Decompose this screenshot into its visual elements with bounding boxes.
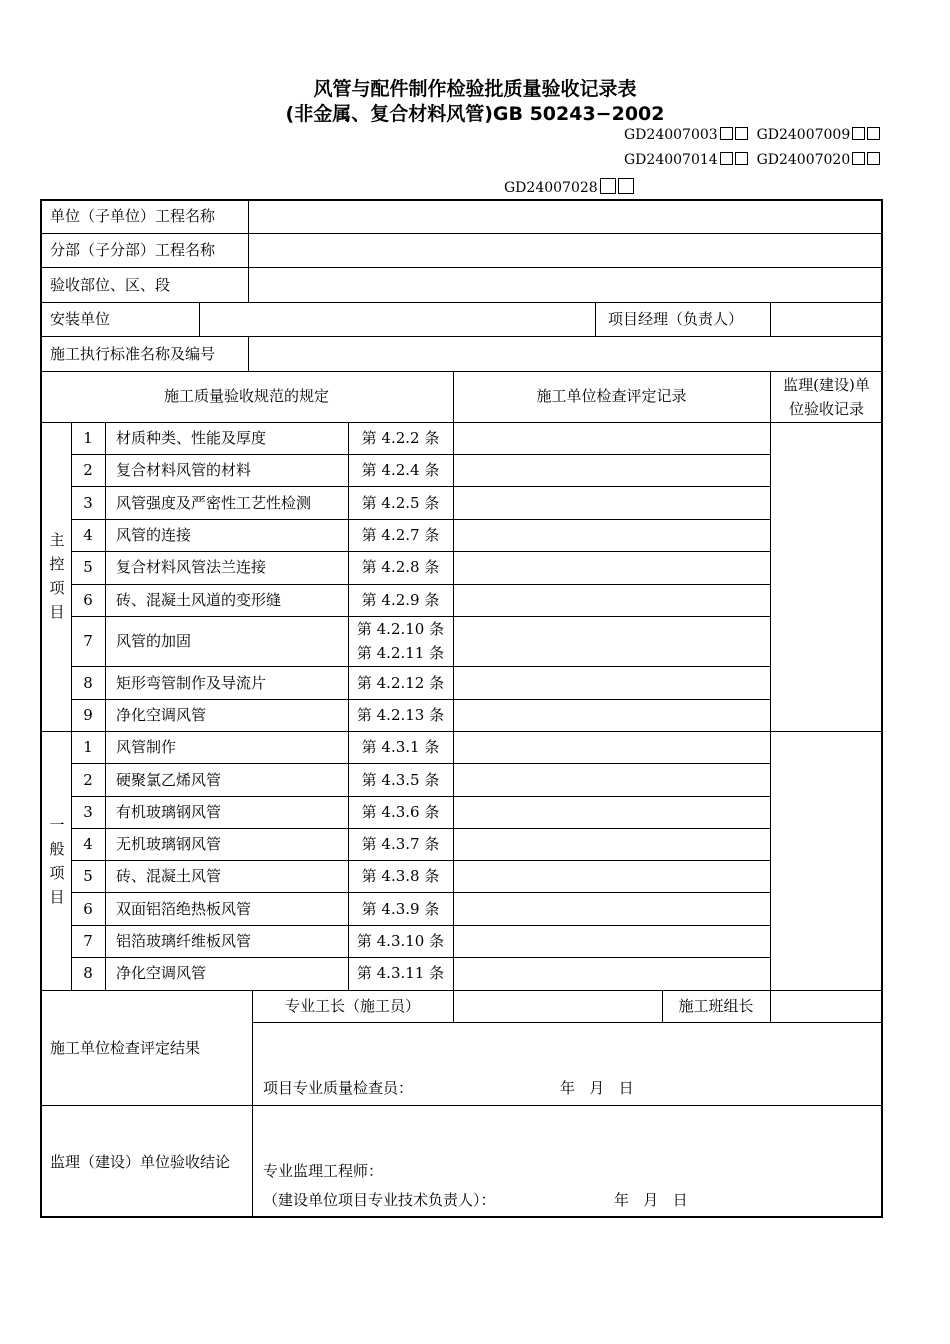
rule bbox=[199, 302, 200, 336]
rule bbox=[71, 551, 770, 552]
label-sub-name: 分部（子分部）工程名称 bbox=[50, 241, 216, 259]
row-number: 2 bbox=[83, 771, 93, 789]
item-name: 矩形弯管制作及导流片 bbox=[116, 674, 267, 692]
item-name: 净化空调风管 bbox=[116, 964, 207, 982]
rule bbox=[40, 990, 883, 991]
rule bbox=[770, 371, 771, 990]
checkbox[interactable] bbox=[618, 178, 634, 194]
rule bbox=[40, 371, 883, 372]
code-5: GD24007028 bbox=[504, 180, 598, 196]
item-name: 材质种类、性能及厚度 bbox=[116, 429, 267, 447]
rule bbox=[71, 584, 770, 585]
general-item-label: 一 般 项 目 bbox=[49, 816, 65, 906]
row-number: 3 bbox=[83, 494, 93, 512]
item-name: 复合材料风管法兰连接 bbox=[116, 558, 267, 576]
col-header-supervisor-2: 位验收记录 bbox=[788, 400, 864, 418]
checkbox[interactable] bbox=[867, 127, 880, 140]
item-clause: 第 4.3.10 条 bbox=[356, 932, 445, 950]
item-clause: 第 4.3.5 条 bbox=[361, 771, 440, 789]
checkbox[interactable] bbox=[852, 127, 865, 140]
rule bbox=[71, 486, 770, 487]
rule bbox=[71, 454, 770, 455]
form-title: 风管与配件制作检验批质量验收记录表 bbox=[313, 78, 637, 100]
row-number: 5 bbox=[83, 558, 93, 576]
item-clause: 第 4.2.5 条 bbox=[361, 494, 440, 512]
item-name: 硬聚氯乙烯风管 bbox=[116, 771, 222, 789]
col-header-supervisor-1: 监理(建设)单 bbox=[783, 376, 870, 394]
label-team-leader: 施工班组长 bbox=[678, 997, 754, 1015]
label-supervisor-engineer: 专业监理工程师： bbox=[263, 1162, 384, 1180]
row-number: 6 bbox=[83, 900, 93, 918]
rule bbox=[71, 892, 770, 893]
date-field: 年 月 日 bbox=[614, 1191, 688, 1209]
item-clause: 第 4.3.1 条 bbox=[361, 738, 440, 756]
checkbox[interactable] bbox=[852, 152, 865, 165]
row-number: 4 bbox=[83, 835, 93, 853]
label-inspector: 项目专业质量检查员： bbox=[263, 1079, 414, 1097]
item-name: 风管制作 bbox=[116, 738, 177, 756]
label-owner-rep: （建设单位项目专业技术负责人）： bbox=[263, 1191, 496, 1209]
rule bbox=[252, 1022, 883, 1023]
code-line-1 bbox=[624, 127, 880, 143]
item-clause: 第 4.3.9 条 bbox=[361, 900, 440, 918]
rule bbox=[71, 666, 770, 667]
item-clause: 第 4.2.11 条 bbox=[356, 644, 445, 662]
row-number: 8 bbox=[83, 674, 93, 692]
item-clause: 第 4.2.9 条 bbox=[361, 591, 440, 609]
item-name: 砖、混凝土风管 bbox=[116, 867, 222, 885]
rule bbox=[71, 860, 770, 861]
rule bbox=[71, 616, 770, 617]
item-clause: 第 4.3.7 条 bbox=[361, 835, 440, 853]
row-number: 7 bbox=[83, 632, 93, 650]
row-number: 1 bbox=[83, 429, 93, 447]
item-name: 风管的连接 bbox=[116, 526, 192, 544]
rule bbox=[71, 699, 770, 700]
item-name: 无机玻璃钢风管 bbox=[116, 835, 222, 853]
item-clause: 第 4.3.11 条 bbox=[356, 964, 445, 982]
label-install-unit: 安装单位 bbox=[50, 310, 111, 328]
code-2: GD24007009 bbox=[756, 127, 851, 143]
main-control-label: 主 控 项 目 bbox=[49, 531, 65, 621]
rule bbox=[248, 199, 249, 302]
row-number: 1 bbox=[83, 738, 93, 756]
label-check-result: 施工单位检查评定结果 bbox=[50, 1039, 201, 1057]
row-number: 2 bbox=[83, 461, 93, 479]
row-number: 7 bbox=[83, 932, 93, 950]
checkbox[interactable] bbox=[735, 127, 748, 140]
rule bbox=[40, 267, 883, 268]
item-clause: 第 4.2.4 条 bbox=[361, 461, 440, 479]
col-header-record: 施工单位检查评定记录 bbox=[536, 387, 687, 405]
item-name: 风管强度及严密性工艺性检测 bbox=[116, 494, 312, 512]
checkbox[interactable] bbox=[600, 178, 616, 194]
rule bbox=[71, 519, 770, 520]
label-standard: 施工执行标准名称及编号 bbox=[50, 345, 216, 363]
rule bbox=[105, 422, 106, 990]
row-number: 8 bbox=[83, 964, 93, 982]
row-number: 9 bbox=[83, 706, 93, 724]
rule bbox=[40, 233, 883, 234]
row-number: 3 bbox=[83, 803, 93, 821]
item-name: 砖、混凝土风道的变形缝 bbox=[116, 591, 282, 609]
code-1: GD24007003 bbox=[624, 127, 718, 143]
rule bbox=[595, 302, 596, 336]
label-supervisor-conclusion: 监理（建设）单位验收结论 bbox=[50, 1153, 231, 1171]
rule bbox=[71, 957, 770, 958]
rule bbox=[40, 422, 883, 423]
item-clause: 第 4.2.7 条 bbox=[361, 526, 440, 544]
code-line-3 bbox=[504, 178, 634, 196]
col-header-spec: 施工质量验收规范的规定 bbox=[163, 387, 329, 405]
item-clause: 第 4.2.10 条 bbox=[356, 620, 445, 638]
item-clause: 第 4.3.6 条 bbox=[361, 803, 440, 821]
code-line-2 bbox=[624, 152, 880, 168]
item-name: 风管的加固 bbox=[116, 632, 192, 650]
label-foreman: 专业工长（施工员） bbox=[284, 997, 420, 1015]
code-4: GD24007020 bbox=[756, 152, 851, 168]
item-clause: 第 4.2.13 条 bbox=[356, 706, 445, 724]
row-number: 5 bbox=[83, 867, 93, 885]
rule bbox=[71, 828, 770, 829]
rule bbox=[770, 302, 771, 336]
item-name: 净化空调风管 bbox=[116, 706, 207, 724]
item-name: 有机玻璃钢风管 bbox=[116, 803, 222, 821]
rule bbox=[40, 731, 883, 732]
checkbox[interactable] bbox=[720, 152, 733, 165]
label-location: 验收部位、区、段 bbox=[50, 276, 171, 294]
rule bbox=[71, 763, 770, 764]
rule bbox=[248, 336, 249, 371]
row-number: 4 bbox=[83, 526, 93, 544]
code-3: GD24007014 bbox=[624, 152, 718, 168]
date-field: 年 月 日 bbox=[560, 1079, 634, 1097]
rule bbox=[71, 925, 770, 926]
rule bbox=[252, 990, 253, 1218]
item-clause: 第 4.3.8 条 bbox=[361, 867, 440, 885]
checkbox[interactable] bbox=[720, 127, 733, 140]
label-project-manager: 项目经理（负责人） bbox=[608, 310, 744, 328]
label-unit-name: 单位（子单位）工程名称 bbox=[50, 207, 216, 225]
checkbox[interactable] bbox=[735, 152, 748, 165]
rule bbox=[40, 1105, 883, 1106]
item-clause: 第 4.2.2 条 bbox=[361, 429, 440, 447]
item-clause: 第 4.2.8 条 bbox=[361, 558, 440, 576]
item-name: 复合材料风管的材料 bbox=[116, 461, 252, 479]
checkbox[interactable] bbox=[867, 152, 880, 165]
rule bbox=[71, 796, 770, 797]
form-subtitle: (非金属、复合材料风管)GB 50243−2002 bbox=[285, 103, 665, 125]
rule bbox=[40, 302, 883, 303]
item-clause: 第 4.2.12 条 bbox=[356, 674, 445, 692]
rule bbox=[770, 990, 771, 1022]
item-name: 铝箔玻璃纤维板风管 bbox=[116, 932, 252, 950]
item-name: 双面铝箔绝热板风管 bbox=[116, 900, 252, 918]
rule bbox=[40, 336, 883, 337]
rule bbox=[453, 371, 454, 1022]
row-number: 6 bbox=[83, 591, 93, 609]
